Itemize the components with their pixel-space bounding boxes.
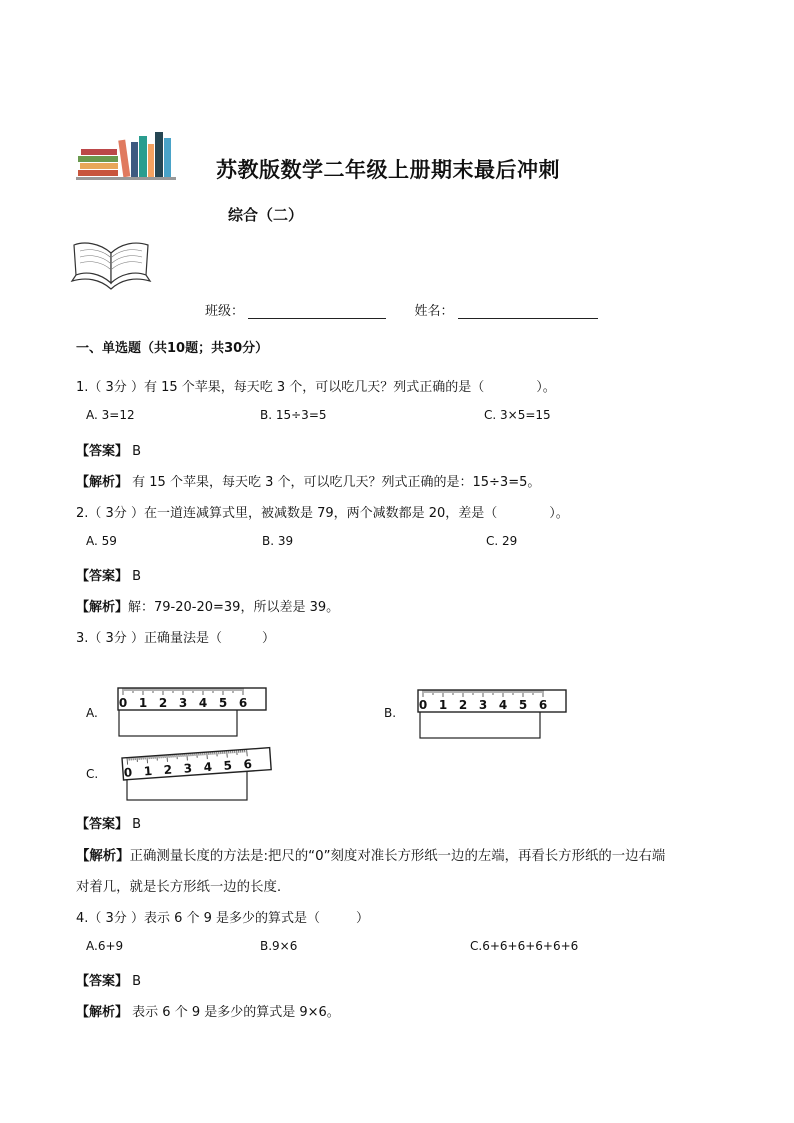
question-1-answer: 【答案】 B — [76, 444, 142, 459]
section-title: 一、单选题（共10题；共30分） — [76, 341, 269, 356]
ruler-number: 4 — [198, 696, 208, 710]
question-4-answer: 【答案】 B — [76, 974, 142, 989]
ruler-number: 5 — [223, 758, 233, 773]
ruler-number: 2 — [158, 696, 168, 710]
class-field[interactable] — [248, 304, 386, 319]
question-1-analysis: 【解析】 有 15 个苹果，每天吃 3 个，可以吃几天？列式正确的是：15÷3=5。 — [76, 475, 541, 490]
ruler-number: 1 — [143, 763, 153, 779]
ruler-number: 6 — [238, 696, 248, 710]
ruler-figure-b — [410, 686, 570, 742]
question-1-stem: 1.（ 3分 ）有 15 个苹果，每天吃 3 个，可以吃几天？列式正确的是（ ）。 — [76, 380, 556, 395]
class-name-row — [205, 300, 598, 319]
question-1-option-a[interactable]: A. 3=12 — [86, 408, 135, 422]
ruler-number: 5 — [218, 696, 228, 710]
ruler-number: 3 — [178, 696, 188, 710]
question-3-answer: 【答案】 B — [76, 817, 142, 832]
question-3-option-c[interactable]: C. — [86, 767, 99, 781]
question-1-option-b[interactable]: B. 15÷3=5 — [260, 408, 327, 422]
ruler-number: 1 — [138, 696, 148, 710]
ruler-number: 1 — [438, 698, 448, 712]
class-label: 班级： — [205, 304, 245, 319]
question-4-option-a[interactable]: A.6+9 — [86, 939, 124, 953]
name-label: 姓名： — [414, 304, 454, 319]
question-2-option-c[interactable]: C. 29 — [486, 534, 518, 548]
question-2-option-a[interactable]: A. 59 — [86, 534, 117, 548]
question-4-analysis: 【解析】 表示 6 个 9 是多少的算式是 9×6。 — [76, 1005, 340, 1020]
books-icon — [76, 130, 176, 182]
ruler-number: 5 — [518, 698, 528, 712]
name-field[interactable] — [458, 304, 598, 319]
open-book-icon — [70, 235, 152, 293]
question-2-answer: 【答案】 B — [76, 569, 142, 584]
question-3-option-a[interactable]: A. — [86, 706, 98, 720]
page-title: 苏教版数学二年级上册期末最后冲刺 — [216, 157, 560, 182]
question-4-stem: 4.（ 3分 ）表示 6 个 9 是多少的算式是（ ） — [76, 911, 370, 926]
ruler-number: 3 — [478, 698, 488, 712]
ruler-number: 0 — [418, 698, 428, 712]
ruler-number: 4 — [498, 698, 508, 712]
question-3-stem: 3.（ 3分 ）正确量法是（ ） — [76, 631, 275, 646]
question-4-option-b[interactable]: B.9×6 — [260, 939, 298, 953]
question-2-stem: 2.（ 3分 ）在一道连减算式里，被减数是 79，两个减数都是 20，差是（ ）。 — [76, 506, 569, 521]
ruler-figure-c — [116, 744, 278, 804]
ruler-number: 6 — [243, 756, 253, 772]
question-3-analysis-cont: 对着几，就是长方形纸一边的长度. — [76, 880, 282, 895]
ruler-figure-a — [110, 684, 270, 740]
question-3-option-b[interactable]: B. — [384, 706, 397, 720]
ruler-number: 3 — [183, 761, 193, 776]
ruler-b — [418, 690, 566, 712]
question-4-option-c[interactable]: C.6+6+6+6+6+6 — [470, 939, 579, 953]
ruler-number: 0 — [123, 765, 133, 780]
ruler-number: 6 — [538, 698, 548, 712]
ruler-number: 2 — [458, 698, 468, 712]
question-2-option-b[interactable]: B. 39 — [262, 534, 294, 548]
ruler-number: 0 — [118, 696, 128, 710]
question-1-option-c[interactable]: C. 3×5=15 — [484, 408, 551, 422]
question-2-analysis: 【解析】解：79-20-20=39，所以差是 39。 — [76, 600, 340, 615]
ruler-a — [118, 688, 266, 710]
ruler-number: 4 — [203, 759, 213, 775]
ruler-c — [122, 748, 271, 780]
question-3-analysis: 【解析】正确测量长度的方法是:把尺的“0”刻度对准长方形纸一边的左端，再看长方形纸的一边右端 — [76, 849, 666, 864]
ruler-number: 2 — [163, 762, 173, 778]
page-subtitle: 综合（二） — [228, 206, 304, 224]
